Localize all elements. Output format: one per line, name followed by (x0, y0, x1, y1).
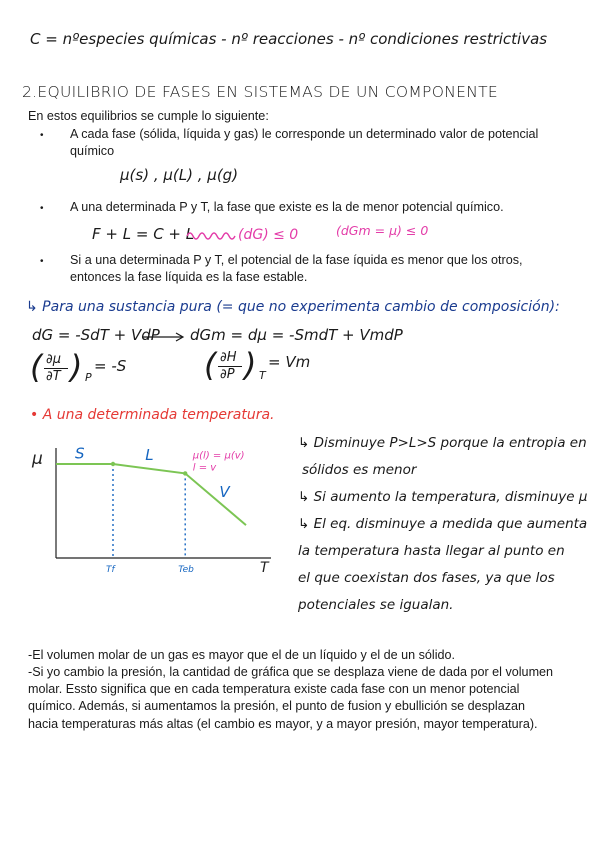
mu-vs-T-chart (28, 440, 288, 580)
note-line: ↳ Disminuye P>L>S porque la entropia en (298, 435, 587, 451)
intro-text: En estos equilibrios se cumple lo siguiente: (28, 109, 269, 123)
deriv2-sub: T (259, 369, 266, 382)
derivative-mu-T: ( ∂μ ∂T ) P = -S (30, 348, 127, 386)
note-line: potenciales se igualan. (298, 597, 454, 613)
deriv1-rhs: = -S (94, 357, 127, 375)
bullet-marker: • (40, 203, 44, 214)
arrow-icon (142, 330, 186, 344)
equilibrium-annotation: l = v (192, 462, 217, 474)
magenta-squiggle (186, 229, 236, 243)
deriv2-den: ∂P (220, 367, 235, 382)
footer-paragraph-2: -Si yo cambio la presión, la cantidad de gráfica que se desplaza viene de dada por el volumen molar. Essto significa que en cada temperatura existe cada fase con un menor potencial químico. Además, si aumentamos la presión, el punto de fusion y ebullición se desplazan hacia temperaturas más altas (el cambio es mayor, y a mayor presión, mayor temperatura). (28, 665, 554, 731)
bullet-1-text: A cada fase (sólida, líquida y gas) le corresponde un determinado valor de potencial químico (70, 127, 539, 158)
dGm-equation: dGm = dμ = -SmdT + VmdP (190, 326, 403, 344)
phase-label: V (219, 482, 230, 501)
dG-equation: dG = -SdT + VdP (32, 326, 160, 344)
note-line: sólidos es menor (302, 462, 417, 478)
mu-phases: μ(s) , μ(L) , μ(g) (120, 166, 239, 184)
phase-label: L (145, 446, 154, 465)
x-tick-label: Tf (106, 565, 115, 575)
pure-substance-heading: ↳ Para una sustancia pura (= que no experimenta cambio de composición): (26, 299, 560, 315)
footer-paragraph-1: -El volumen molar de un gas es mayor que el de un líquido y el de un sólido. (28, 648, 456, 662)
transition-point (183, 471, 187, 475)
section-title: 2.EQUILIBRIO DE FASES EN SISTEMAS DE UN COMPONENTE (22, 83, 498, 101)
equilibrium-annotation: μ(l) = μ(v) (192, 450, 245, 462)
note-line: ↳ Si aumento la temperatura, disminuye μ (298, 489, 588, 505)
x-axis-label: T (260, 560, 269, 576)
deriv1-den: ∂T (46, 369, 61, 384)
derivative-H-P: ( ∂H ∂P ) T = Vm (204, 346, 311, 384)
series-line (56, 464, 246, 525)
phase-rule-eq: (dG) ≤ 0 (238, 227, 299, 243)
note-line: la temperatura hasta llegar al punto en (298, 543, 565, 559)
bullet-3-text: Si a una determinada P y T, el potencial de la fase íquida es menor que los otros, entonces la fase líquida es la fase estable. (70, 253, 523, 284)
x-tick-label: Teb (178, 565, 194, 575)
temperature-heading: • A una determinada temperatura. (30, 407, 275, 423)
y-axis-label: μ (32, 449, 43, 469)
bullet-2-text: A una determinada P y T, la fase que existe es la de menor potencial químico. (70, 200, 504, 214)
note-line: ↳ El eq. disminuye a medida que aumenta (298, 516, 588, 532)
note-line: el que coexistan dos fases, ya que los (298, 570, 555, 586)
phase-rule-eq2: (dGm = μ) ≤ 0 (336, 223, 429, 238)
bullet-marker: • (40, 256, 44, 267)
deriv2-rhs: = Vm (268, 353, 311, 371)
deriv1-num: ∂μ (46, 352, 61, 367)
header-line: C = nºespecies químicas - nº reacciones - nº condiciones restrictivas (30, 30, 548, 48)
phase-rule: F + L = C + L (92, 225, 195, 243)
deriv2-num: ∂H (220, 350, 237, 365)
deriv1-sub: P (85, 371, 92, 384)
transition-point (111, 462, 115, 466)
phase-label: S (75, 444, 85, 463)
bullet-marker: • (40, 130, 44, 141)
